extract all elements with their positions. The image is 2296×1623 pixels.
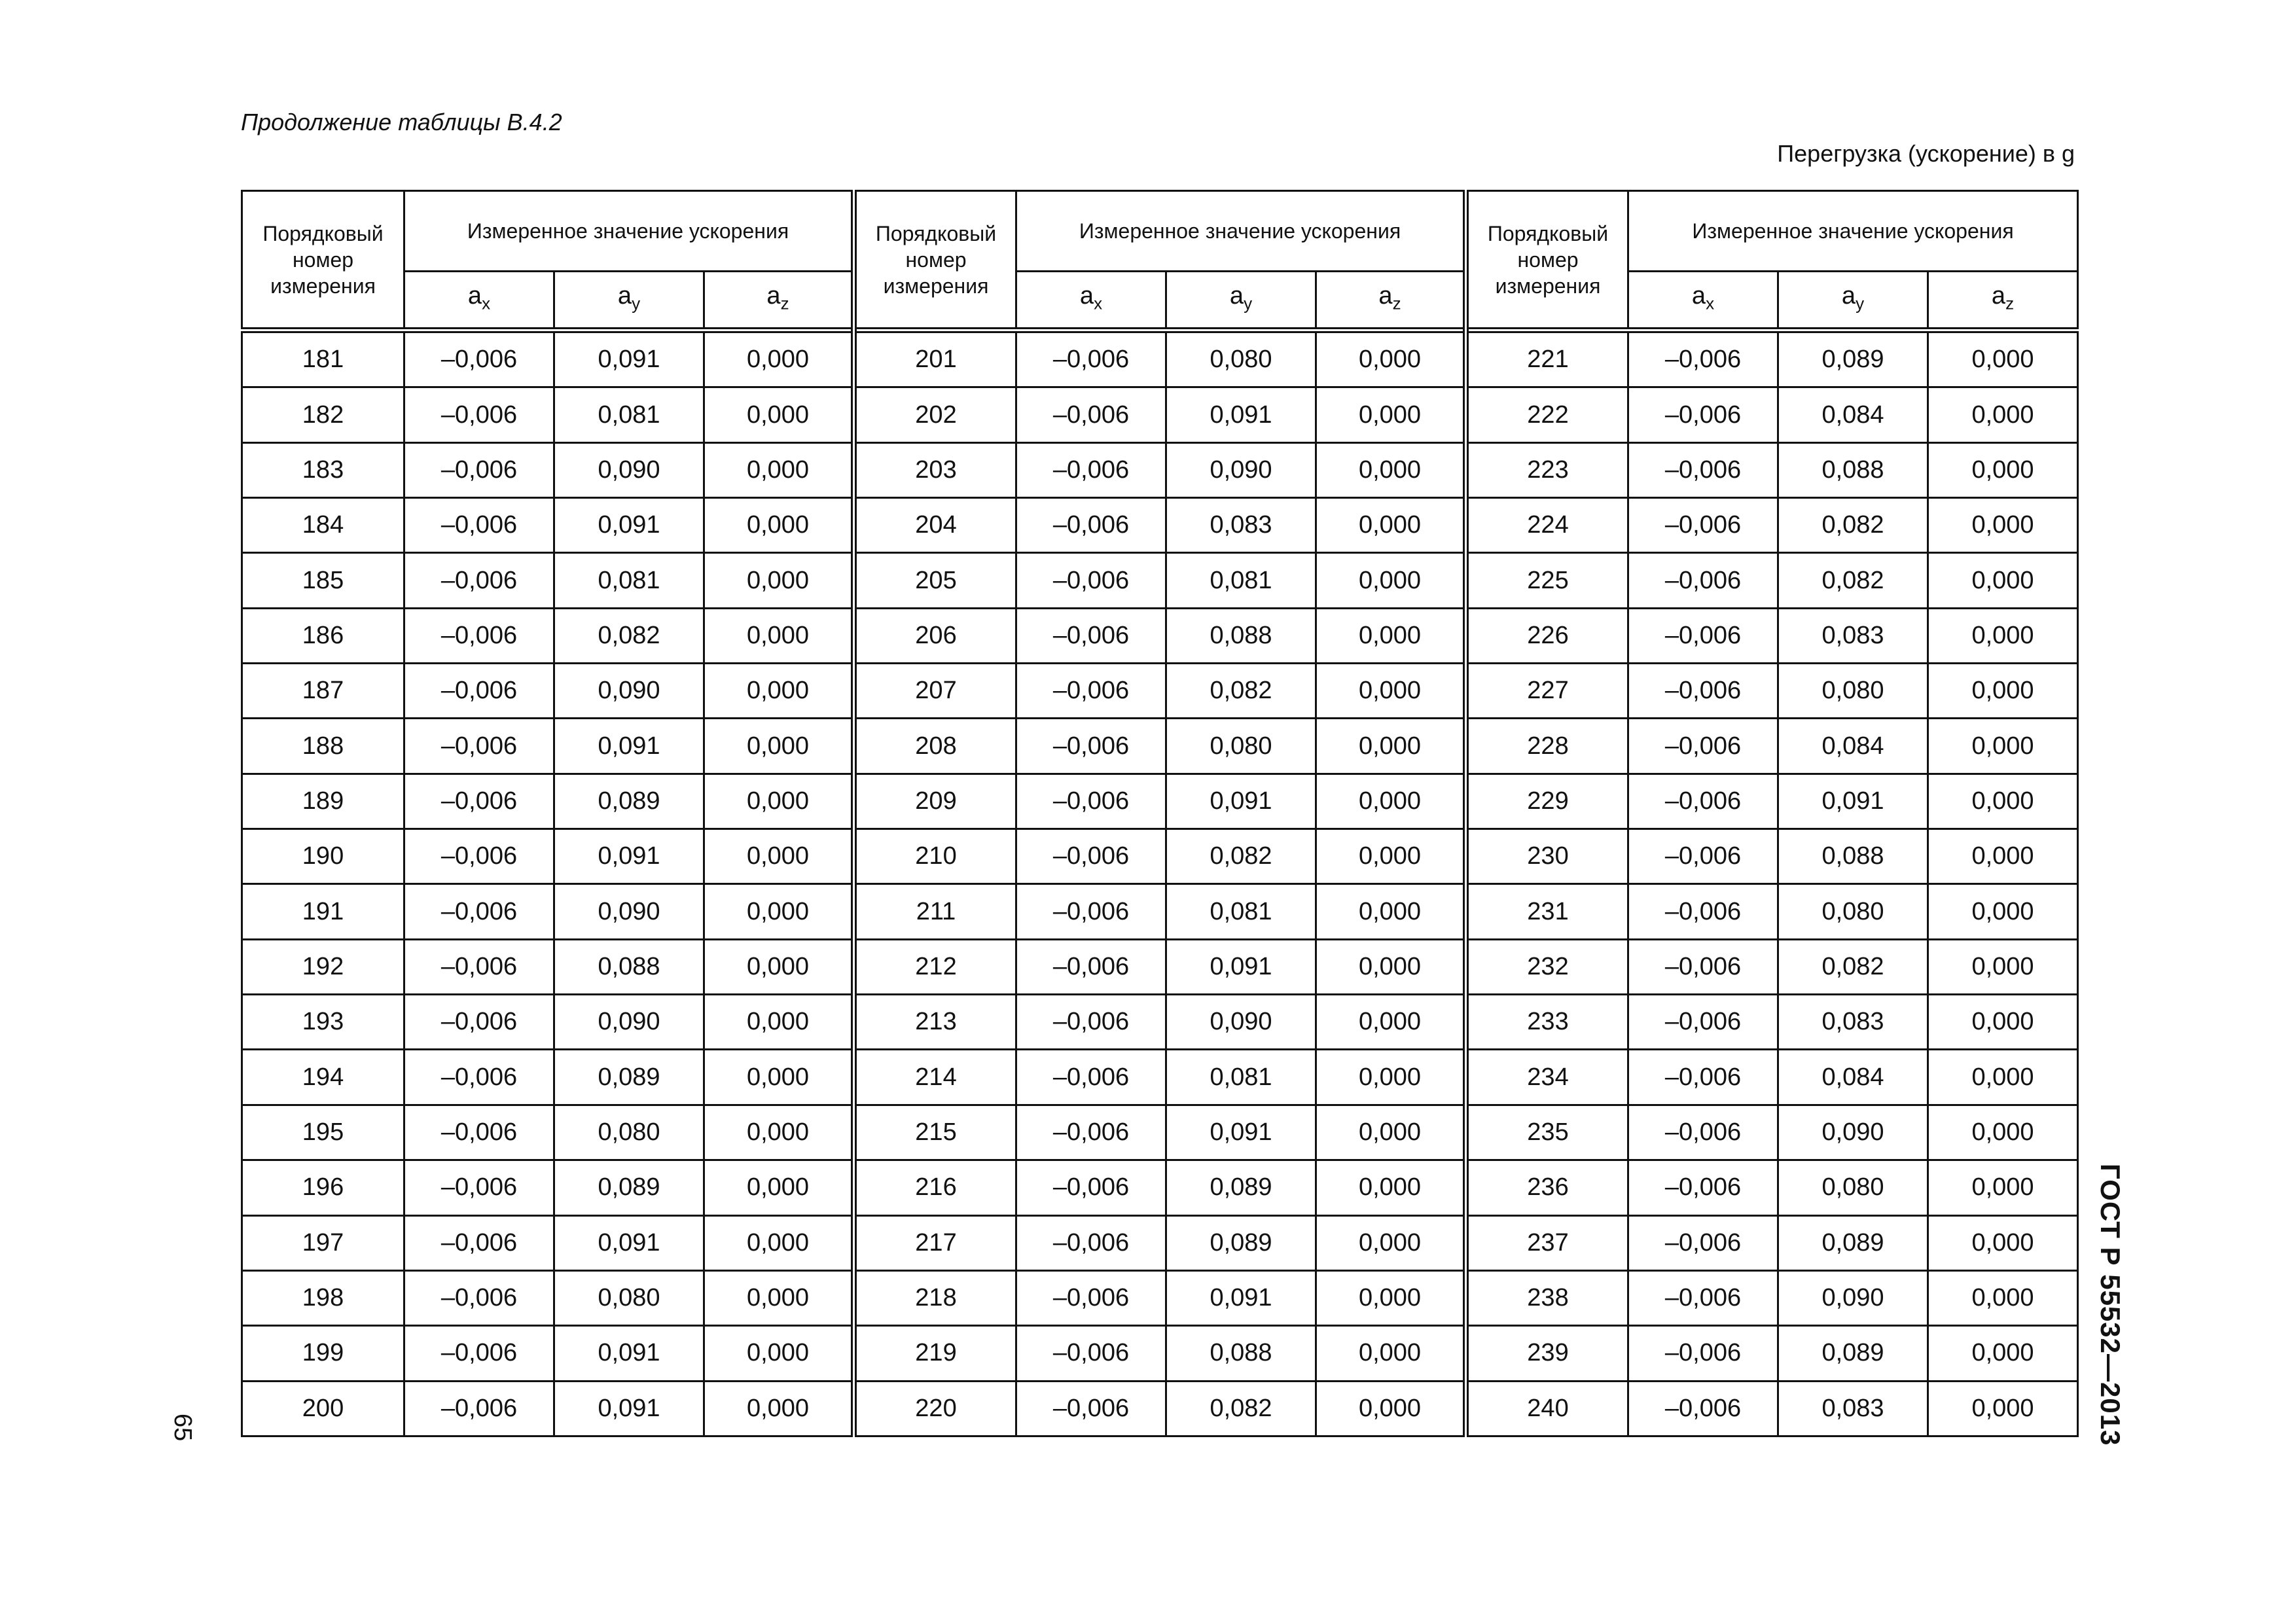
- ax-cell: –0,006: [1016, 719, 1166, 774]
- acceleration-table: [241, 190, 2079, 1437]
- index-cell: 193: [242, 995, 404, 1050]
- ax-cell: –0,006: [404, 442, 554, 497]
- ay-cell: 0,090: [1778, 1270, 1928, 1325]
- index-cell: 201: [854, 330, 1016, 387]
- index-cell: 181: [242, 330, 404, 387]
- ax-cell: –0,006: [404, 664, 554, 719]
- axis-header-z: $a_z$: [704, 272, 854, 330]
- index-cell: 237: [1466, 1215, 1628, 1270]
- ay-cell: 0,082: [1166, 829, 1316, 884]
- az-cell: 0,000: [1316, 387, 1466, 442]
- ax-cell: –0,006: [1016, 664, 1166, 719]
- group-header: Измеренное значение ускорения: [1628, 191, 2078, 272]
- table-row: [242, 553, 2078, 608]
- az-cell: 0,000: [1928, 608, 2078, 663]
- az-cell: 0,000: [704, 553, 854, 608]
- ay-cell: 0,088: [1166, 1326, 1316, 1381]
- index-cell: 209: [854, 774, 1016, 829]
- index-cell: 240: [1466, 1381, 1628, 1436]
- az-cell: 0,000: [1928, 553, 2078, 608]
- index-cell: 220: [854, 1381, 1016, 1436]
- az-cell: 0,000: [1316, 1270, 1466, 1325]
- index-cell: 234: [1466, 1050, 1628, 1105]
- index-cell: 188: [242, 719, 404, 774]
- index-header: Порядковый номер измерения: [854, 191, 1016, 330]
- index-cell: 203: [854, 442, 1016, 497]
- ay-cell: 0,083: [1778, 608, 1928, 663]
- index-header: Порядковый номер измерения: [242, 191, 404, 330]
- ax-cell: –0,006: [1628, 1105, 1778, 1160]
- ay-cell: 0,080: [1778, 1160, 1928, 1215]
- ax-cell: –0,006: [1628, 1050, 1778, 1105]
- ay-cell: 0,090: [1166, 442, 1316, 497]
- ax-cell: –0,006: [404, 774, 554, 829]
- axis-header-z: $a_z$: [1928, 272, 2078, 330]
- index-cell: 187: [242, 664, 404, 719]
- ax-cell: –0,006: [1628, 664, 1778, 719]
- ax-cell: –0,006: [1016, 774, 1166, 829]
- ay-cell: 0,090: [554, 884, 704, 939]
- az-cell: 0,000: [1316, 939, 1466, 994]
- ax-cell: –0,006: [1016, 884, 1166, 939]
- index-cell: 217: [854, 1215, 1016, 1270]
- ay-cell: 0,089: [554, 1160, 704, 1215]
- header-row-axes: [242, 272, 2078, 330]
- ay-cell: 0,080: [554, 1105, 704, 1160]
- index-cell: 239: [1466, 1326, 1628, 1381]
- index-cell: 194: [242, 1050, 404, 1105]
- ay-cell: 0,091: [1166, 939, 1316, 994]
- az-cell: 0,000: [1316, 1160, 1466, 1215]
- table-row: [242, 1270, 2078, 1325]
- ax-cell: –0,006: [1016, 1050, 1166, 1105]
- ax-cell: –0,006: [1628, 995, 1778, 1050]
- az-cell: 0,000: [1928, 995, 2078, 1050]
- ax-cell: –0,006: [1628, 1381, 1778, 1436]
- ay-cell: 0,080: [1778, 664, 1928, 719]
- ax-cell: –0,006: [1628, 829, 1778, 884]
- axis-header-x: $a_x$: [1016, 272, 1166, 330]
- az-cell: 0,000: [1928, 829, 2078, 884]
- ax-cell: –0,006: [404, 1105, 554, 1160]
- ax-cell: –0,006: [404, 387, 554, 442]
- az-cell: 0,000: [1316, 719, 1466, 774]
- ax-cell: –0,006: [1016, 1105, 1166, 1160]
- ax-cell: –0,006: [1628, 774, 1778, 829]
- az-cell: 0,000: [1928, 719, 2078, 774]
- axis-header-z: $a_z$: [1316, 272, 1466, 330]
- index-cell: 206: [854, 608, 1016, 663]
- ay-cell: 0,089: [1778, 330, 1928, 387]
- az-cell: 0,000: [704, 939, 854, 994]
- group-header: Измеренное значение ускорения: [404, 191, 854, 272]
- az-cell: 0,000: [704, 884, 854, 939]
- table-row: [242, 829, 2078, 884]
- table-row: [242, 939, 2078, 994]
- table-row: [242, 498, 2078, 553]
- ay-cell: 0,091: [554, 330, 704, 387]
- az-cell: 0,000: [704, 387, 854, 442]
- index-cell: 208: [854, 719, 1016, 774]
- az-cell: 0,000: [1316, 1215, 1466, 1270]
- index-cell: 189: [242, 774, 404, 829]
- az-cell: 0,000: [1316, 442, 1466, 497]
- ay-cell: 0,083: [1166, 498, 1316, 553]
- az-cell: 0,000: [1928, 387, 2078, 442]
- ax-cell: –0,006: [404, 498, 554, 553]
- table-row: [242, 995, 2078, 1050]
- header-row-groups: [242, 191, 2078, 272]
- index-cell: 199: [242, 1326, 404, 1381]
- az-cell: 0,000: [1928, 442, 2078, 497]
- ax-cell: –0,006: [1628, 719, 1778, 774]
- az-cell: 0,000: [1928, 1381, 2078, 1436]
- az-cell: 0,000: [1316, 774, 1466, 829]
- az-cell: 0,000: [704, 1215, 854, 1270]
- index-cell: 225: [1466, 553, 1628, 608]
- axis-header-y: $a_y$: [1778, 272, 1928, 330]
- az-cell: 0,000: [1928, 1105, 2078, 1160]
- ax-cell: –0,006: [404, 1381, 554, 1436]
- index-cell: 235: [1466, 1105, 1628, 1160]
- ax-cell: –0,006: [404, 1050, 554, 1105]
- ax-cell: –0,006: [1628, 939, 1778, 994]
- axis-header-y: $a_y$: [554, 272, 704, 330]
- ax-cell: –0,006: [404, 1326, 554, 1381]
- index-cell: 233: [1466, 995, 1628, 1050]
- index-cell: 185: [242, 553, 404, 608]
- ay-cell: 0,089: [554, 1050, 704, 1105]
- index-cell: 232: [1466, 939, 1628, 994]
- az-cell: 0,000: [1928, 774, 2078, 829]
- index-cell: 215: [854, 1105, 1016, 1160]
- table-row: [242, 1215, 2078, 1270]
- ay-cell: 0,081: [554, 387, 704, 442]
- ax-cell: –0,006: [404, 608, 554, 663]
- ay-cell: 0,091: [554, 829, 704, 884]
- ay-cell: 0,083: [1778, 995, 1928, 1050]
- ax-cell: –0,006: [1016, 1270, 1166, 1325]
- az-cell: 0,000: [704, 719, 854, 774]
- az-cell: 0,000: [704, 829, 854, 884]
- index-cell: 226: [1466, 608, 1628, 663]
- ay-cell: 0,082: [1166, 1381, 1316, 1436]
- az-cell: 0,000: [704, 498, 854, 553]
- ay-cell: 0,080: [1778, 884, 1928, 939]
- index-cell: 190: [242, 829, 404, 884]
- table-row: [242, 330, 2078, 387]
- index-cell: 182: [242, 387, 404, 442]
- ax-cell: –0,006: [1628, 442, 1778, 497]
- ay-cell: 0,081: [1166, 553, 1316, 608]
- az-cell: 0,000: [704, 442, 854, 497]
- ay-cell: 0,080: [1166, 330, 1316, 387]
- ax-cell: –0,006: [404, 719, 554, 774]
- index-cell: 191: [242, 884, 404, 939]
- ax-cell: –0,006: [1628, 387, 1778, 442]
- az-cell: 0,000: [704, 664, 854, 719]
- az-cell: 0,000: [704, 1050, 854, 1105]
- table-body: [242, 330, 2078, 1436]
- ay-cell: 0,089: [1166, 1160, 1316, 1215]
- az-cell: 0,000: [1316, 1326, 1466, 1381]
- ax-cell: –0,006: [1016, 387, 1166, 442]
- index-cell: 216: [854, 1160, 1016, 1215]
- ax-cell: –0,006: [404, 995, 554, 1050]
- ay-cell: 0,084: [1778, 387, 1928, 442]
- units-label: Перегрузка (ускорение) в g: [1777, 140, 2075, 167]
- ax-cell: –0,006: [1016, 1381, 1166, 1436]
- ax-cell: –0,006: [1628, 498, 1778, 553]
- ax-cell: –0,006: [1628, 1270, 1778, 1325]
- ay-cell: 0,091: [554, 1326, 704, 1381]
- index-cell: 222: [1466, 387, 1628, 442]
- az-cell: 0,000: [1316, 995, 1466, 1050]
- index-cell: 231: [1466, 884, 1628, 939]
- az-cell: 0,000: [1316, 1050, 1466, 1105]
- ay-cell: 0,089: [1778, 1326, 1928, 1381]
- ax-cell: –0,006: [404, 939, 554, 994]
- table-row: [242, 664, 2078, 719]
- az-cell: 0,000: [1316, 330, 1466, 387]
- table-row: [242, 608, 2078, 663]
- index-cell: 210: [854, 829, 1016, 884]
- ax-cell: –0,006: [1628, 1326, 1778, 1381]
- ax-cell: –0,006: [404, 330, 554, 387]
- index-cell: 196: [242, 1160, 404, 1215]
- group-header: Измеренное значение ускорения: [1016, 191, 1466, 272]
- ax-cell: –0,006: [404, 1160, 554, 1215]
- index-cell: 202: [854, 387, 1016, 442]
- table-row: [242, 442, 2078, 497]
- index-cell: 207: [854, 664, 1016, 719]
- index-cell: 221: [1466, 330, 1628, 387]
- ay-cell: 0,091: [554, 1215, 704, 1270]
- ax-cell: –0,006: [1628, 1215, 1778, 1270]
- table-row: [242, 1381, 2078, 1436]
- ax-cell: –0,006: [1016, 608, 1166, 663]
- index-cell: 214: [854, 1050, 1016, 1105]
- az-cell: 0,000: [704, 1160, 854, 1215]
- index-cell: 184: [242, 498, 404, 553]
- ay-cell: 0,082: [1778, 939, 1928, 994]
- az-cell: 0,000: [1316, 1381, 1466, 1436]
- axis-header-x: $a_x$: [1628, 272, 1778, 330]
- ax-cell: –0,006: [1628, 884, 1778, 939]
- table-row: [242, 1105, 2078, 1160]
- ay-cell: 0,080: [1166, 719, 1316, 774]
- ay-cell: 0,089: [1778, 1215, 1928, 1270]
- ay-cell: 0,091: [554, 719, 704, 774]
- ay-cell: 0,088: [1166, 608, 1316, 663]
- ay-cell: 0,089: [554, 774, 704, 829]
- ay-cell: 0,081: [554, 553, 704, 608]
- az-cell: 0,000: [1316, 664, 1466, 719]
- ax-cell: –0,006: [1628, 1160, 1778, 1215]
- ay-cell: 0,091: [554, 1381, 704, 1436]
- index-cell: 218: [854, 1270, 1016, 1325]
- table-row: [242, 1050, 2078, 1105]
- ay-cell: 0,090: [554, 995, 704, 1050]
- index-cell: 200: [242, 1381, 404, 1436]
- index-cell: 197: [242, 1215, 404, 1270]
- index-cell: 204: [854, 498, 1016, 553]
- ax-cell: –0,006: [1016, 330, 1166, 387]
- page-number: 65: [169, 1414, 196, 1442]
- az-cell: 0,000: [1928, 884, 2078, 939]
- index-cell: 186: [242, 608, 404, 663]
- az-cell: 0,000: [1316, 553, 1466, 608]
- ax-cell: –0,006: [1016, 498, 1166, 553]
- az-cell: 0,000: [1928, 1160, 2078, 1215]
- ax-cell: –0,006: [1016, 829, 1166, 884]
- ay-cell: 0,090: [554, 664, 704, 719]
- az-cell: 0,000: [1316, 1105, 1466, 1160]
- ay-cell: 0,083: [1778, 1381, 1928, 1436]
- ax-cell: –0,006: [1016, 553, 1166, 608]
- ay-cell: 0,090: [554, 442, 704, 497]
- index-cell: 211: [854, 884, 1016, 939]
- az-cell: 0,000: [704, 774, 854, 829]
- ax-cell: –0,006: [404, 553, 554, 608]
- ay-cell: 0,089: [1166, 1215, 1316, 1270]
- ay-cell: 0,081: [1166, 1050, 1316, 1105]
- ay-cell: 0,088: [1778, 829, 1928, 884]
- index-cell: 198: [242, 1270, 404, 1325]
- index-cell: 213: [854, 995, 1016, 1050]
- table-row: [242, 387, 2078, 442]
- az-cell: 0,000: [1928, 1270, 2078, 1325]
- az-cell: 0,000: [1316, 608, 1466, 663]
- az-cell: 0,000: [1928, 1326, 2078, 1381]
- ay-cell: 0,084: [1778, 1050, 1928, 1105]
- ax-cell: –0,006: [404, 1215, 554, 1270]
- ay-cell: 0,082: [1778, 498, 1928, 553]
- ay-cell: 0,090: [1778, 1105, 1928, 1160]
- ay-cell: 0,091: [1166, 1105, 1316, 1160]
- index-cell: 236: [1466, 1160, 1628, 1215]
- ay-cell: 0,091: [554, 498, 704, 553]
- ay-cell: 0,081: [1166, 884, 1316, 939]
- index-cell: 230: [1466, 829, 1628, 884]
- ay-cell: 0,091: [1778, 774, 1928, 829]
- ax-cell: –0,006: [404, 884, 554, 939]
- az-cell: 0,000: [704, 995, 854, 1050]
- ay-cell: 0,091: [1166, 1270, 1316, 1325]
- ay-cell: 0,088: [1778, 442, 1928, 497]
- az-cell: 0,000: [1928, 664, 2078, 719]
- ay-cell: 0,080: [554, 1270, 704, 1325]
- table-row: [242, 1160, 2078, 1215]
- ay-cell: 0,082: [1778, 553, 1928, 608]
- ax-cell: –0,006: [1016, 1215, 1166, 1270]
- az-cell: 0,000: [1928, 939, 2078, 994]
- ax-cell: –0,006: [1016, 995, 1166, 1050]
- index-cell: 228: [1466, 719, 1628, 774]
- ax-cell: –0,006: [1016, 1160, 1166, 1215]
- table-row: [242, 774, 2078, 829]
- index-cell: 183: [242, 442, 404, 497]
- ay-cell: 0,082: [554, 608, 704, 663]
- ay-cell: 0,084: [1778, 719, 1928, 774]
- ax-cell: –0,006: [1628, 553, 1778, 608]
- ax-cell: –0,006: [404, 829, 554, 884]
- table-caption: Продолжение таблицы В.4.2: [241, 109, 562, 135]
- az-cell: 0,000: [1928, 1050, 2078, 1105]
- az-cell: 0,000: [1928, 1215, 2078, 1270]
- index-cell: 212: [854, 939, 1016, 994]
- ay-cell: 0,088: [554, 939, 704, 994]
- ay-cell: 0,090: [1166, 995, 1316, 1050]
- ax-cell: –0,006: [1016, 442, 1166, 497]
- index-cell: 229: [1466, 774, 1628, 829]
- index-cell: 224: [1466, 498, 1628, 553]
- index-header: Порядковый номер измерения: [1466, 191, 1628, 330]
- az-cell: 0,000: [704, 1381, 854, 1436]
- ax-cell: –0,006: [404, 1270, 554, 1325]
- ay-cell: 0,091: [1166, 774, 1316, 829]
- az-cell: 0,000: [1316, 884, 1466, 939]
- index-cell: 219: [854, 1326, 1016, 1381]
- az-cell: 0,000: [1316, 498, 1466, 553]
- az-cell: 0,000: [1928, 498, 2078, 553]
- index-cell: 192: [242, 939, 404, 994]
- ax-cell: –0,006: [1016, 1326, 1166, 1381]
- index-cell: 227: [1466, 664, 1628, 719]
- table-row: [242, 1326, 2078, 1381]
- axis-header-x: $a_x$: [404, 272, 554, 330]
- index-cell: 223: [1466, 442, 1628, 497]
- az-cell: 0,000: [1928, 330, 2078, 387]
- index-cell: 238: [1466, 1270, 1628, 1325]
- az-cell: 0,000: [704, 608, 854, 663]
- table-row: [242, 719, 2078, 774]
- ax-cell: –0,006: [1628, 330, 1778, 387]
- index-cell: 205: [854, 553, 1016, 608]
- az-cell: 0,000: [704, 1270, 854, 1325]
- index-cell: 195: [242, 1105, 404, 1160]
- az-cell: 0,000: [704, 1326, 854, 1381]
- ax-cell: –0,006: [1016, 939, 1166, 994]
- ay-cell: 0,082: [1166, 664, 1316, 719]
- az-cell: 0,000: [704, 1105, 854, 1160]
- document-code: ГОСТ Р 55532—2013: [2095, 1164, 2126, 1446]
- axis-header-y: $a_y$: [1166, 272, 1316, 330]
- ay-cell: 0,091: [1166, 387, 1316, 442]
- az-cell: 0,000: [704, 330, 854, 387]
- ax-cell: –0,006: [1628, 608, 1778, 663]
- table-row: [242, 884, 2078, 939]
- az-cell: 0,000: [1316, 829, 1466, 884]
